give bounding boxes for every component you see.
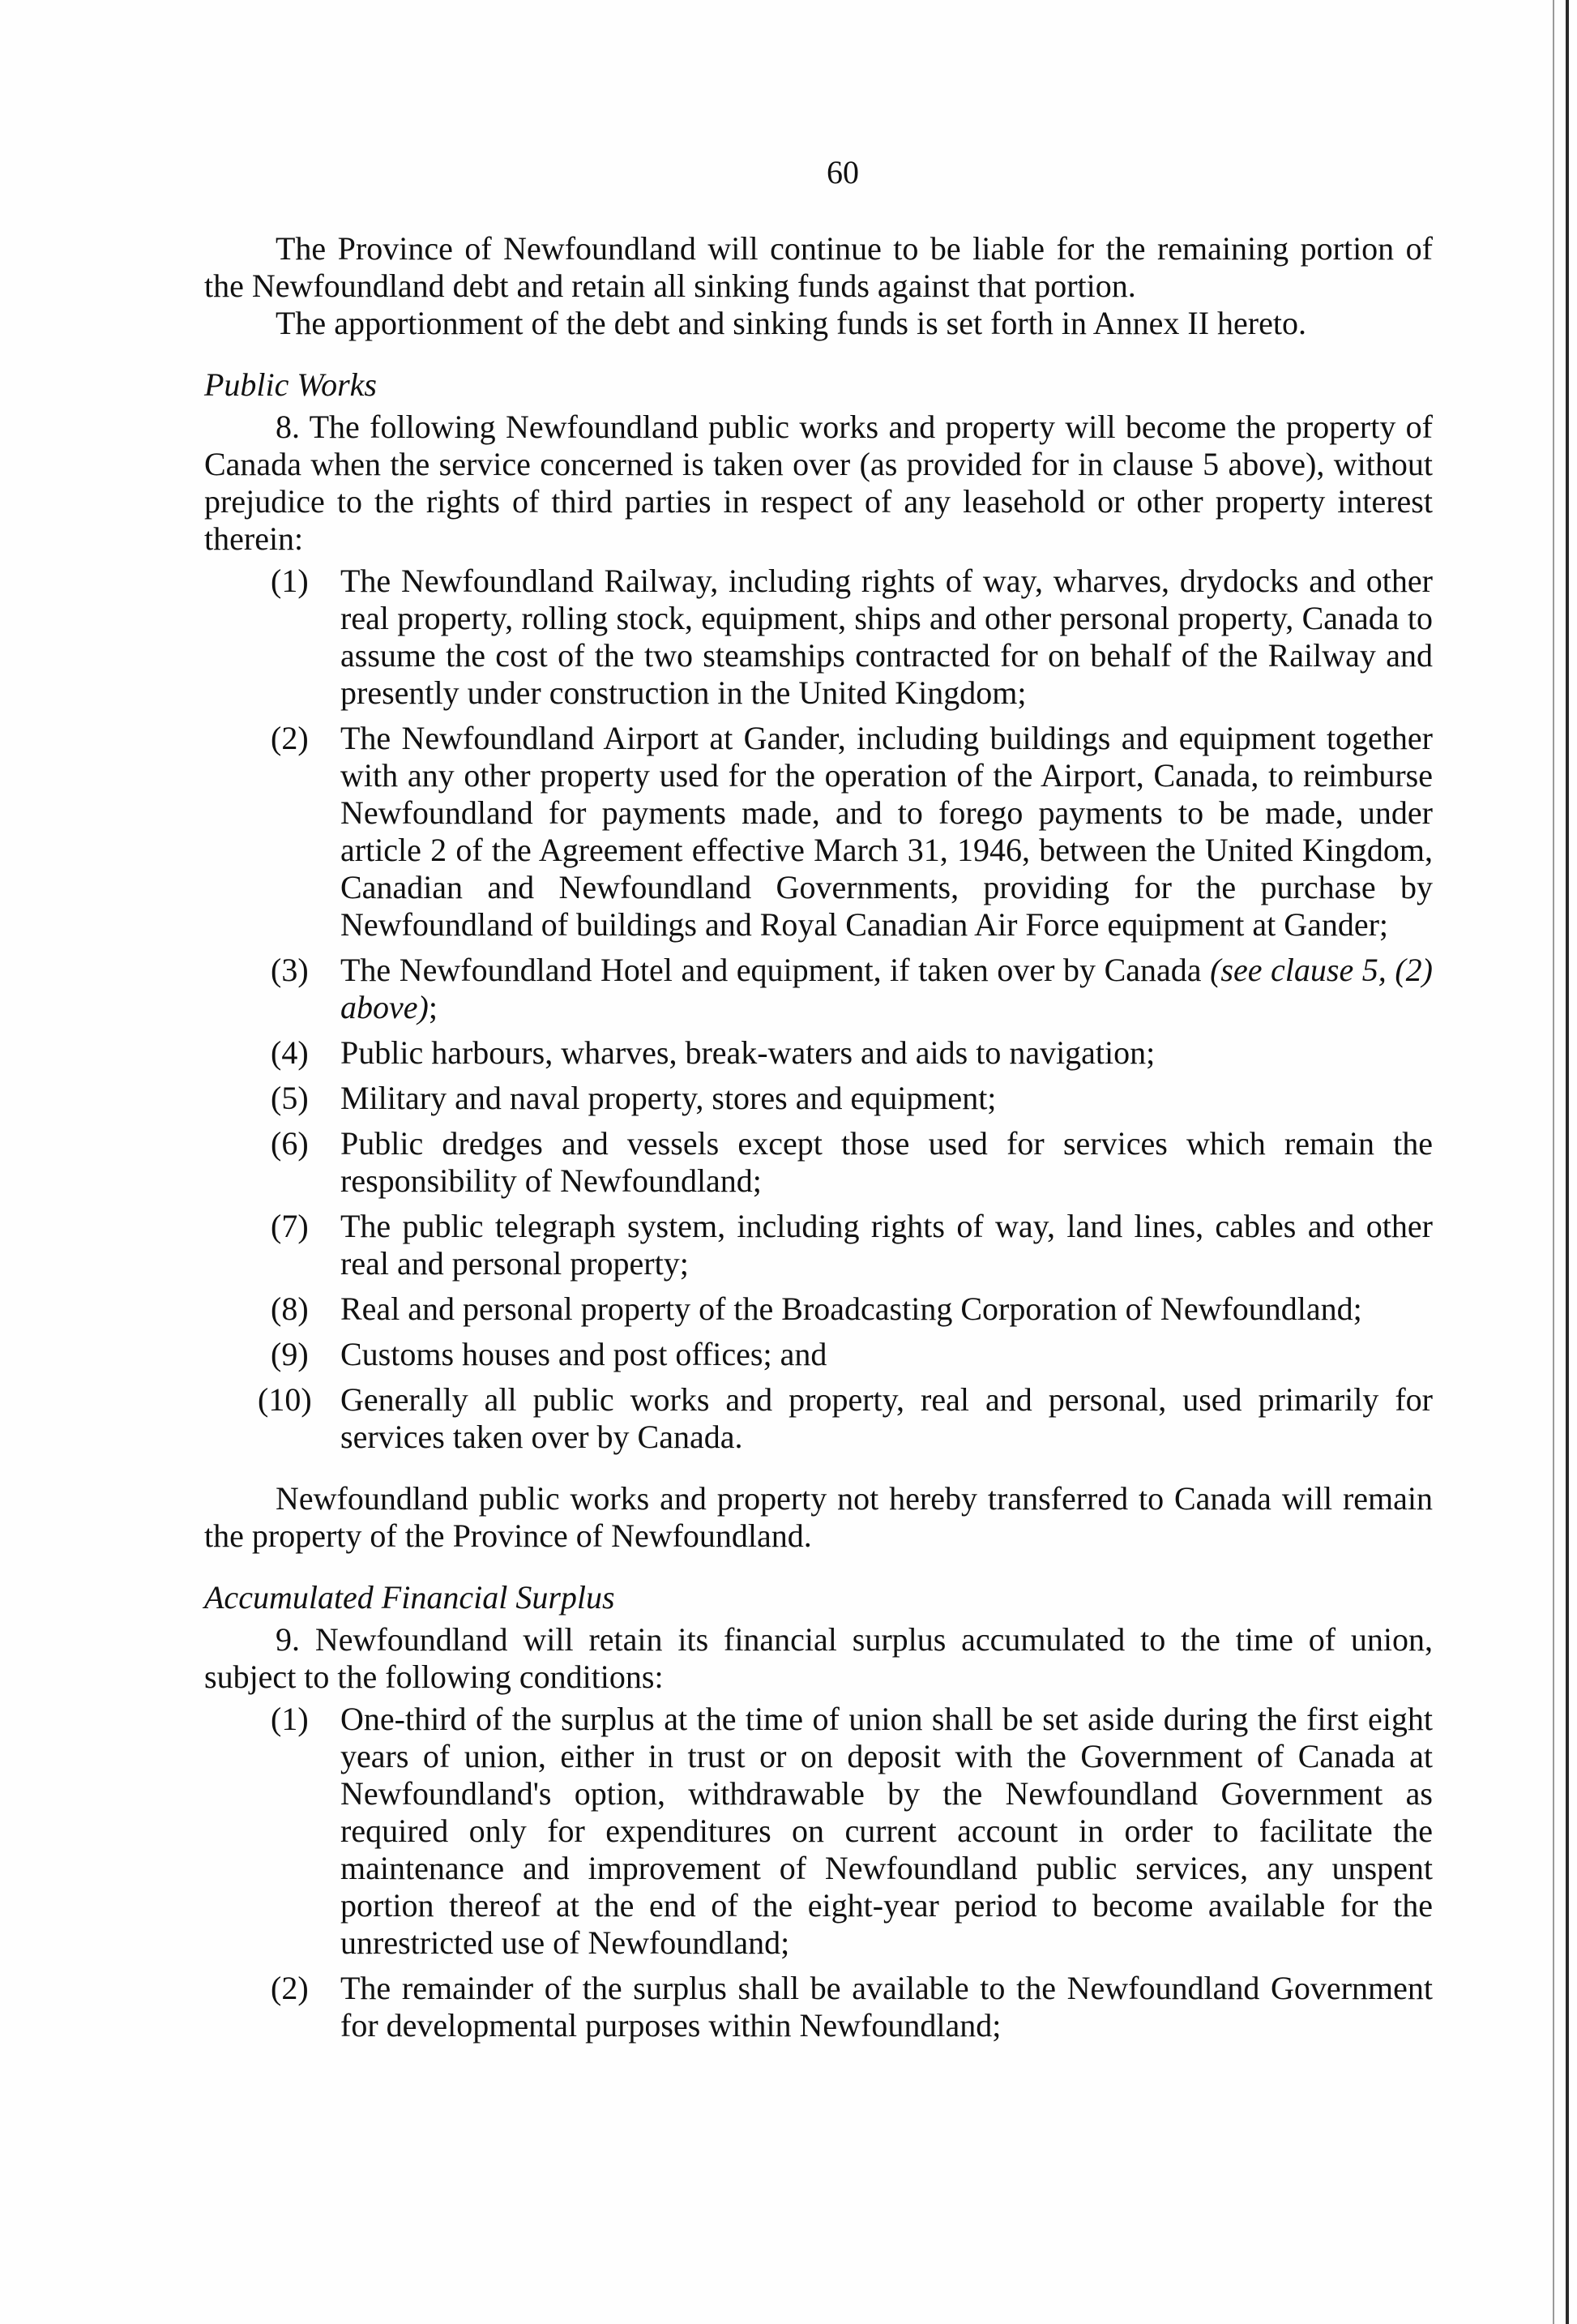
list-item <box>204 1381 1433 1456</box>
list-item <box>204 1970 1433 2044</box>
surplus-intro: 9. Newfoundland will retain its financial surplus accumulated to the time of union, subject to the following conditions: <box>204 1621 1433 1695</box>
item-text: Public harbours, wharves, break-waters and aids to navigation; <box>340 1034 1156 1071</box>
list-item <box>204 1290 1433 1328</box>
list-item <box>204 563 1433 712</box>
public-works-intro: 8. The following Newfoundland public works and property will become the property of Canada when the service concerned is taken over (as provided for in clause 5 above), without prejudice to the rights of third parties in respect of any leasehold or other property interest therein: <box>204 409 1433 557</box>
public-works-list <box>204 563 1433 1456</box>
list-item <box>204 1034 1433 1072</box>
page-edge-shadow <box>1553 0 1554 2324</box>
list-item <box>204 952 1433 1026</box>
item-number: (2) <box>271 720 309 756</box>
item-number: (8) <box>271 1290 309 1327</box>
list-item <box>204 1208 1433 1282</box>
item-text: Military and naval property, stores and equipment; <box>340 1080 997 1116</box>
item-text-tail: ; <box>428 989 438 1025</box>
item-number: (3) <box>271 952 309 988</box>
item-number: (6) <box>271 1125 309 1162</box>
item-text: Real and personal property of the Broadcasting Corporation of Newfoundland; <box>340 1290 1362 1327</box>
page-content <box>204 154 1433 2052</box>
item-number: (10) <box>258 1381 312 1418</box>
item-text: The Newfoundland Airport at Gander, including buildings and equipment together with any other property used for the operation of the Airport, Canada, to reimburse Newfoundland for payments made, and to forego payments to be made, under article 2 of the Agreement effective March 31, 1946, between the United Kingdom, Canadian and Newfoundland Governments, providing for the purchase by Newfoundland of buildings and Royal Canadian Air Force equipment at Gander; <box>340 720 1433 943</box>
section-heading-surplus: Accumulated Financial Surplus <box>204 1579 615 1616</box>
item-text: The public telegraph system, including rights of way, land lines, cables and other real and personal property; <box>340 1208 1433 1282</box>
item-text: The Newfoundland Hotel and equipment, if taken over by Canada <box>340 952 1202 988</box>
list-item <box>204 1125 1433 1200</box>
item-text: Public dredges and vessels except those used for services which remain the responsibility of Newfoundland; <box>340 1125 1433 1199</box>
item-text: The remainder of the surplus shall be available to the Newfoundland Government for developmental purposes within Newfoundland; <box>340 1970 1433 2044</box>
list-item <box>204 1080 1433 1117</box>
item-text: Customs houses and post offices; and <box>340 1336 827 1372</box>
item-text-italic: (see clause 5, (2) above) <box>340 952 1433 1025</box>
item-text: One-third of the surplus at the time of union shall be set aside during the first eight years of union, either in trust or on deposit with the Government of Canada at Newfoundland's option, withdrawable by the Newfoundland Government as required only for expenditures on current account in order to facilitate the maintenance and improvement of Newfoundland public services, any unspent portion thereof at the end of the eight-year period to become available for the unrestricted use of Newfoundland; <box>340 1701 1433 1961</box>
item-number: (2) <box>271 1970 309 2006</box>
list-item <box>204 720 1433 944</box>
item-number: (4) <box>271 1034 309 1071</box>
item-text: Generally all public works and property, real and personal, used primarily for services taken over by Canada. <box>340 1381 1433 1455</box>
list-item <box>204 1701 1433 1962</box>
page-edge-border <box>1566 0 1569 2324</box>
item-number: (1) <box>271 1701 309 1737</box>
item-number: (7) <box>271 1208 309 1244</box>
page-number: 60 <box>827 154 859 190</box>
list-item <box>204 1336 1433 1373</box>
item-number: (9) <box>271 1336 309 1372</box>
public-works-closing: Newfoundland public works and property not hereby transferred to Canada will remain the property of the Province of Newfoundland. <box>204 1480 1433 1554</box>
item-number: (1) <box>271 563 309 599</box>
section-heading-public-works: Public Works <box>204 366 377 403</box>
item-number: (5) <box>271 1080 309 1116</box>
surplus-list <box>204 1701 1433 2044</box>
intro-paragraph-1: The Province of Newfoundland will continue to be liable for the remaining portion of the Newfoundland debt and retain all sinking funds against that portion. <box>204 230 1433 304</box>
item-text: The Newfoundland Railway, including rights of way, wharves, drydocks and other real property, rolling stock, equipment, ships and other personal property, Canada to assume the cost of the two steamships contracted for on behalf of the Railway and presently under construction in the United Kingdom; <box>340 563 1433 711</box>
intro-paragraph-2: The apportionment of the debt and sinking funds is set forth in Annex II hereto. <box>276 305 1306 341</box>
